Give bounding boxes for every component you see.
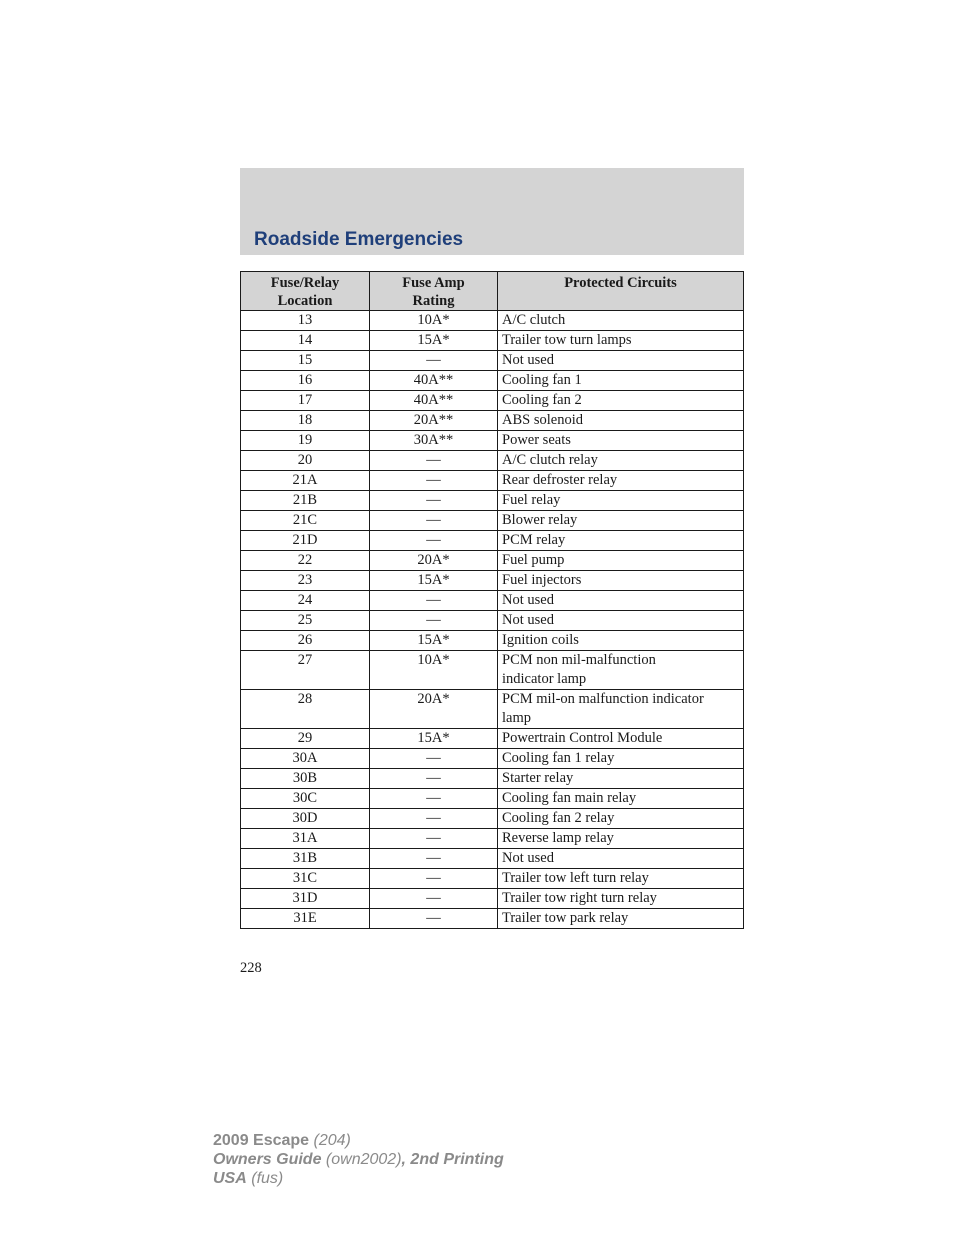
table-row bbox=[241, 491, 744, 511]
cell-rating: — bbox=[370, 829, 498, 849]
cell-location: 30D bbox=[241, 809, 370, 829]
header-location-line2: Location bbox=[277, 293, 333, 309]
cell-circuit: Trailer tow turn lamps bbox=[498, 331, 744, 351]
table-row bbox=[241, 391, 744, 411]
cell-circuit: Blower relay bbox=[498, 511, 744, 531]
table-row bbox=[241, 591, 744, 611]
table-row bbox=[241, 471, 744, 491]
footer-guide-code: (own2002) bbox=[325, 1151, 402, 1168]
fuse-relay-table bbox=[240, 271, 744, 929]
cell-circuit: A/C clutch relay bbox=[498, 451, 744, 471]
footer-line-1 bbox=[213, 1131, 504, 1150]
cell-rating: — bbox=[370, 849, 498, 869]
cell-location: 24 bbox=[241, 591, 370, 611]
cell-location: 27 bbox=[241, 651, 370, 690]
cell-circuit: Power seats bbox=[498, 431, 744, 451]
cell-rating: — bbox=[370, 591, 498, 611]
table-row bbox=[241, 849, 744, 869]
cell-circuit bbox=[498, 651, 744, 690]
cell-location: 30B bbox=[241, 769, 370, 789]
cell-location: 31E bbox=[241, 909, 370, 929]
cell-circuit: Cooling fan main relay bbox=[498, 789, 744, 809]
footer-line-2 bbox=[213, 1150, 504, 1169]
cell-location: 30C bbox=[241, 789, 370, 809]
section-header-band bbox=[240, 168, 744, 255]
table-row bbox=[241, 651, 744, 690]
footer-printing: , 2nd Printing bbox=[401, 1151, 504, 1168]
cell-rating: — bbox=[370, 749, 498, 769]
section-title: Roadside Emergencies bbox=[254, 229, 464, 250]
cell-location: 31C bbox=[241, 869, 370, 889]
footer-guide: Owners Guide bbox=[213, 1151, 322, 1168]
cell-rating: 20A* bbox=[370, 551, 498, 571]
cell-rating: 10A* bbox=[370, 311, 498, 331]
cell-circuit: Reverse lamp relay bbox=[498, 829, 744, 849]
cell-circuit-line: lamp bbox=[502, 710, 531, 726]
cell-location: 31D bbox=[241, 889, 370, 909]
table-row bbox=[241, 729, 744, 749]
cell-circuit-line: PCM non mil-malfunction bbox=[502, 652, 656, 668]
table-row bbox=[241, 690, 744, 729]
cell-circuit: Fuel injectors bbox=[498, 571, 744, 591]
table-row bbox=[241, 789, 744, 809]
table-row bbox=[241, 631, 744, 651]
cell-rating: — bbox=[370, 909, 498, 929]
cell-location: 19 bbox=[241, 431, 370, 451]
footer-market: USA bbox=[213, 1170, 247, 1187]
cell-rating: — bbox=[370, 869, 498, 889]
cell-rating: 20A** bbox=[370, 411, 498, 431]
cell-rating: — bbox=[370, 809, 498, 829]
cell-circuit: Not used bbox=[498, 591, 744, 611]
cell-circuit: Not used bbox=[498, 849, 744, 869]
cell-rating: 15A* bbox=[370, 331, 498, 351]
table-row bbox=[241, 611, 744, 631]
cell-rating: 15A* bbox=[370, 631, 498, 651]
cell-location: 13 bbox=[241, 311, 370, 331]
cell-rating: — bbox=[370, 789, 498, 809]
cell-circuit: PCM relay bbox=[498, 531, 744, 551]
table-row bbox=[241, 531, 744, 551]
footer-market-code: (fus) bbox=[251, 1170, 284, 1187]
header-rating-line1: Fuse Amp bbox=[402, 275, 465, 291]
cell-circuit: Cooling fan 2 bbox=[498, 391, 744, 411]
footer-line-3 bbox=[213, 1169, 504, 1188]
table-row bbox=[241, 451, 744, 471]
page-number: 228 bbox=[240, 960, 262, 976]
cell-location: 15 bbox=[241, 351, 370, 371]
cell-circuit: Not used bbox=[498, 611, 744, 631]
cell-location: 29 bbox=[241, 729, 370, 749]
cell-circuit: Starter relay bbox=[498, 769, 744, 789]
header-rating-line2: Rating bbox=[412, 293, 455, 309]
table-header-row bbox=[241, 272, 744, 311]
cell-circuit: Fuel relay bbox=[498, 491, 744, 511]
cell-circuit-line: PCM mil-on malfunction indicator bbox=[502, 691, 704, 707]
cell-circuit: Cooling fan 1 bbox=[498, 371, 744, 391]
cell-circuit: Trailer tow left turn relay bbox=[498, 869, 744, 889]
cell-rating: 20A* bbox=[370, 690, 498, 729]
cell-rating: 40A** bbox=[370, 391, 498, 411]
cell-rating: 10A* bbox=[370, 651, 498, 690]
cell-rating: — bbox=[370, 471, 498, 491]
cell-circuit: Rear defroster relay bbox=[498, 471, 744, 491]
table-row bbox=[241, 431, 744, 451]
header-rating bbox=[370, 272, 498, 311]
cell-circuit: Cooling fan 2 relay bbox=[498, 809, 744, 829]
footer bbox=[213, 1131, 504, 1188]
table-body bbox=[241, 311, 744, 929]
cell-rating: 30A** bbox=[370, 431, 498, 451]
cell-location: 25 bbox=[241, 611, 370, 631]
cell-circuit: Ignition coils bbox=[498, 631, 744, 651]
cell-rating: 15A* bbox=[370, 571, 498, 591]
cell-circuit: Not used bbox=[498, 351, 744, 371]
cell-location: 31A bbox=[241, 829, 370, 849]
cell-location: 22 bbox=[241, 551, 370, 571]
table-row bbox=[241, 769, 744, 789]
cell-circuit: Trailer tow park relay bbox=[498, 909, 744, 929]
table-row bbox=[241, 511, 744, 531]
cell-location: 21D bbox=[241, 531, 370, 551]
cell-rating: 15A* bbox=[370, 729, 498, 749]
cell-rating: — bbox=[370, 491, 498, 511]
header-location-line1: Fuse/Relay bbox=[270, 275, 340, 291]
table-row bbox=[241, 551, 744, 571]
table-row bbox=[241, 411, 744, 431]
table-row bbox=[241, 571, 744, 591]
cell-location: 18 bbox=[241, 411, 370, 431]
cell-rating: — bbox=[370, 511, 498, 531]
table-row bbox=[241, 829, 744, 849]
cell-circuit: A/C clutch bbox=[498, 311, 744, 331]
cell-circuit: Powertrain Control Module bbox=[498, 729, 744, 749]
cell-location: 21C bbox=[241, 511, 370, 531]
cell-location: 30A bbox=[241, 749, 370, 769]
header-location bbox=[241, 272, 370, 311]
cell-circuit: Trailer tow right turn relay bbox=[498, 889, 744, 909]
cell-location: 14 bbox=[241, 331, 370, 351]
table-row bbox=[241, 351, 744, 371]
cell-location: 20 bbox=[241, 451, 370, 471]
footer-model: 2009 Escape bbox=[213, 1132, 310, 1149]
cell-location: 21B bbox=[241, 491, 370, 511]
cell-circuit: ABS solenoid bbox=[498, 411, 744, 431]
footer-model-code: (204) bbox=[313, 1132, 351, 1149]
table-row bbox=[241, 311, 744, 331]
cell-rating: — bbox=[370, 769, 498, 789]
cell-circuit bbox=[498, 690, 744, 729]
cell-location: 17 bbox=[241, 391, 370, 411]
cell-circuit: Fuel pump bbox=[498, 551, 744, 571]
table-row bbox=[241, 869, 744, 889]
table-row bbox=[241, 749, 744, 769]
table-row bbox=[241, 809, 744, 829]
cell-circuit: Cooling fan 1 relay bbox=[498, 749, 744, 769]
cell-location: 16 bbox=[241, 371, 370, 391]
cell-rating: — bbox=[370, 611, 498, 631]
table-row bbox=[241, 371, 744, 391]
header-circuits: Protected Circuits bbox=[498, 272, 744, 311]
cell-location: 23 bbox=[241, 571, 370, 591]
cell-circuit-line: indicator lamp bbox=[502, 671, 587, 687]
table-row bbox=[241, 331, 744, 351]
cell-location: 26 bbox=[241, 631, 370, 651]
cell-rating: — bbox=[370, 451, 498, 471]
cell-rating: — bbox=[370, 351, 498, 371]
cell-rating: — bbox=[370, 889, 498, 909]
cell-location: 28 bbox=[241, 690, 370, 729]
cell-location: 21A bbox=[241, 471, 370, 491]
cell-rating: 40A** bbox=[370, 371, 498, 391]
table-row bbox=[241, 909, 744, 929]
cell-location: 31B bbox=[241, 849, 370, 869]
table-row bbox=[241, 889, 744, 909]
cell-rating: — bbox=[370, 531, 498, 551]
